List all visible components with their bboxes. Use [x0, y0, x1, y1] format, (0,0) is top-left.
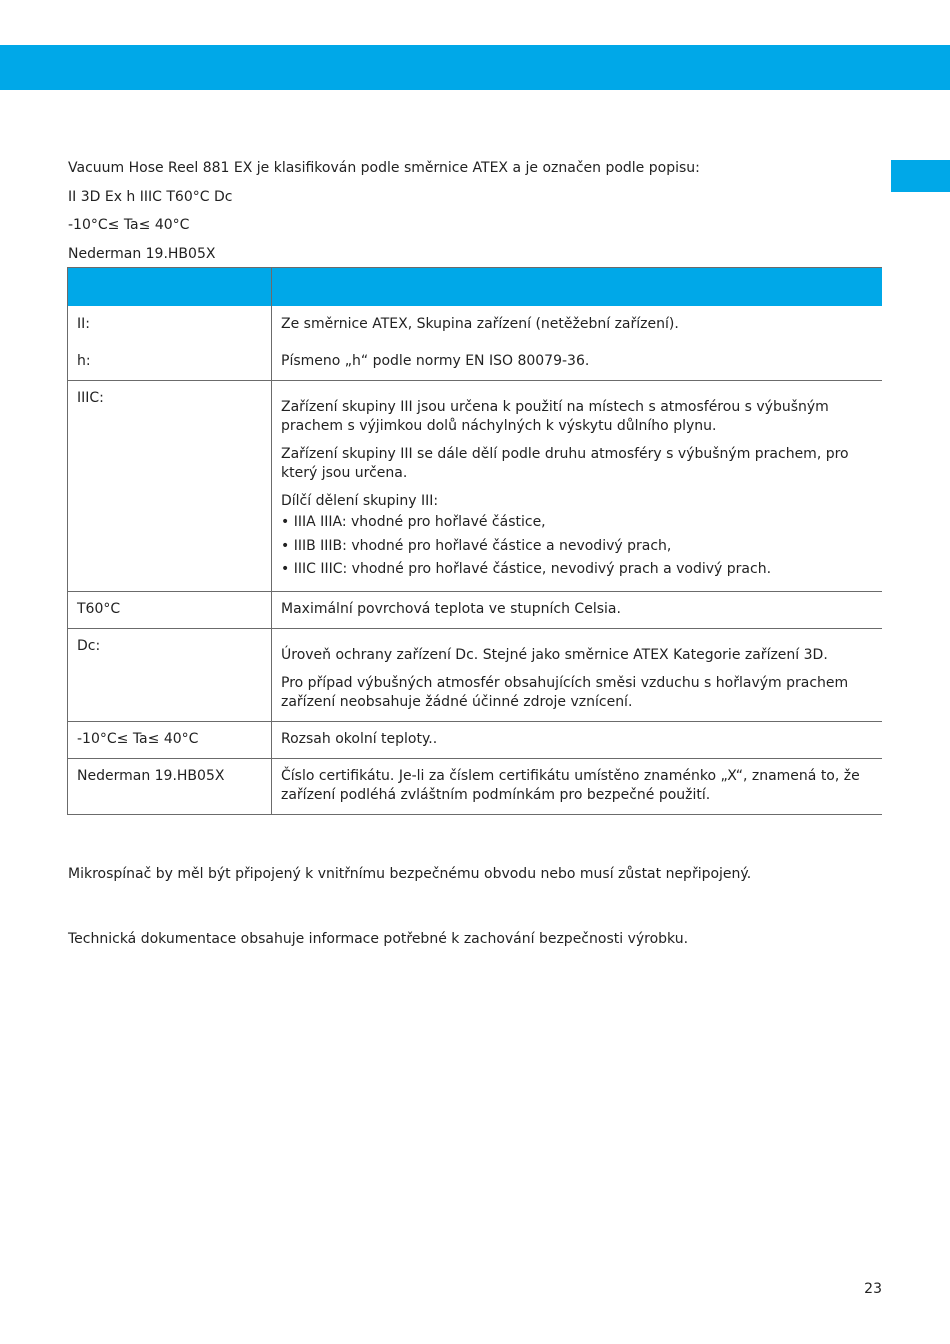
marking-key: T60°C: [77, 600, 121, 617]
intro-temperature-range: -10°C≤ Ta≤ 40°C: [68, 217, 190, 233]
table-header-row: [68, 268, 883, 307]
marking-key: -10°C≤ Ta≤ 40°C: [77, 730, 199, 747]
header-band: [0, 45, 950, 90]
description-text: Písmeno „h“ podle normy EN ISO 80079-36.: [281, 353, 590, 369]
intro-block: [68, 158, 888, 272]
marking-cell: [68, 721, 272, 758]
marking-table: [67, 267, 882, 815]
table-row: [68, 628, 883, 721]
table-header-cell: [68, 268, 272, 307]
description-cell: [272, 306, 883, 381]
table-row: [68, 758, 883, 814]
marking-cell: [68, 306, 272, 381]
intro-classification: Vacuum Hose Reel 881 EX je klasifikován podle směrnice ATEX a je označen podle popisu:: [68, 160, 700, 176]
description-cell: [272, 381, 883, 592]
marking-cell: [68, 758, 272, 814]
marking-key: h:: [77, 353, 91, 369]
marking-key: Nederman 19.HB05X: [77, 767, 225, 784]
description-text: Maximální povrchová teplota ve stupních Celsia.: [281, 600, 621, 617]
documentation-note: Technická dokumentace obsahuje informace potřebné k zachování bezpečnosti výrobku.: [68, 931, 689, 947]
list-item: • IIIC IIIC: vhodné pro hořlavé částice, nevodivý prach a vodivý prach.: [281, 558, 873, 582]
chapter-tab: [891, 160, 950, 192]
description-text: Pro případ výbušných atmosfér obsahujících směsi vzduchu s hořlavým prachem zařízení neobsahuje žádné účinné zdroje vznícení.: [281, 674, 849, 710]
marking-cell: [68, 628, 272, 721]
description-text: Zařízení skupiny III se dále dělí podle druhu atmosféry s výbušným prachem, pro který jsou určena.: [281, 446, 849, 481]
page-number: 23: [864, 1281, 882, 1297]
list-item: • IIIA IIIA: vhodné pro hořlavé částice,: [281, 511, 873, 535]
description-text: Úroveň ochrany zařízení Dc. Stejné jako směrnice ATEX Kategorie zařízení 3D.: [281, 646, 828, 663]
table-row: [68, 306, 883, 381]
description-cell: [272, 758, 883, 814]
description-text: Rozsah okolní teploty..: [281, 730, 438, 747]
list-item: • IIIB IIIB: vhodné pro hořlavé částice a nevodivý prach,: [281, 535, 873, 559]
microswitch-note: Mikrospínač by měl být připojený k vnitřnímu bezpečnému obvodu nebo musí zůstat nepřipojený.: [68, 866, 752, 882]
description-text: Zařízení skupiny III jsou určena k použití na místech s atmosférou s výbušným prachem s výjimkou dolů náchylných k výskytu důlního plynu.: [281, 399, 829, 434]
table-row: [68, 591, 883, 628]
description-text: Číslo certifikátu. Je-li za číslem certifikátu umístěno znaménko „X“, znamená to, že zařízení podléhá zvláštním podmínkám pro bezpečné použití.: [281, 767, 860, 803]
marking-key: II:: [77, 316, 90, 332]
intro-marking: II 3D Ex h IIIC T60°C Dc: [68, 188, 233, 205]
table-row: [68, 721, 883, 758]
intro-certificate: Nederman 19.HB05X: [68, 245, 216, 262]
bullet-list: [281, 511, 873, 582]
description-cell: [272, 628, 883, 721]
table-header-cell: [272, 268, 883, 307]
table-row: [68, 381, 883, 592]
marking-key: IIIC:: [77, 390, 104, 406]
description-cell: [272, 721, 883, 758]
description-cell: [272, 591, 883, 628]
marking-cell: [68, 591, 272, 628]
marking-cell: [68, 381, 272, 592]
description-text: Dílčí dělení skupiny III:: [281, 493, 439, 509]
marking-key: Dc:: [77, 637, 101, 654]
description-text: Ze směrnice ATEX, Skupina zařízení (netěžební zařízení).: [281, 316, 679, 332]
